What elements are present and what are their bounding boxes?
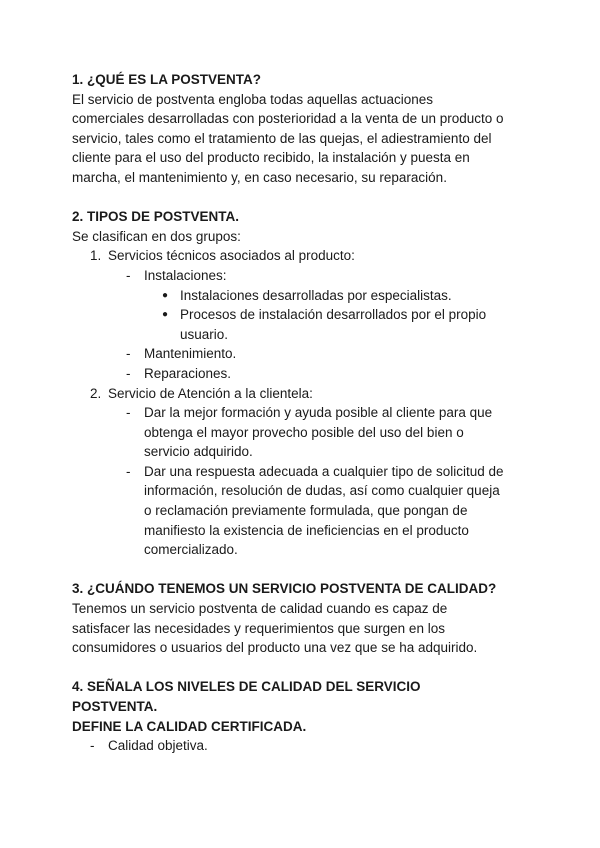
list-number: 1. (90, 248, 102, 264)
dash-marker: - (126, 267, 131, 283)
list-item (72, 736, 532, 756)
list-item (72, 305, 532, 344)
list-item (72, 384, 532, 404)
list-item-line: Dar la mejor formación y ayuda posible al cliente para que (144, 405, 493, 421)
list-item-text (72, 462, 532, 560)
list-item-line: o reclamación previamente formulada, que pongan de (144, 503, 468, 519)
list-number: 2. (90, 385, 102, 401)
section-1-body (72, 90, 532, 188)
list-item-line: Dar una respuesta adecuada a cualquier tipo de solicitud de (144, 463, 504, 479)
list-item-line: información, resolución de dudas, así como cualquier queja (144, 483, 500, 499)
list-item (72, 266, 532, 286)
list-item-line: comercializado. (144, 542, 238, 558)
section-3-body (72, 599, 532, 658)
section-2-intro: Se clasifican en dos grupos: (72, 228, 241, 244)
list-item (72, 364, 532, 384)
body-line: comerciales desarrolladas con posterioridad a la venta de un producto o (72, 111, 504, 127)
body-line: marcha, el mantenimiento y, en caso necesario, su reparación. (72, 169, 447, 185)
list-item-text: Instalaciones desarrolladas por especialistas. (180, 287, 452, 303)
list-item-line: usuario. (180, 326, 229, 342)
list-item-line: servicio adquirido. (144, 444, 253, 460)
body-line: satisfacer las necesidades y requerimientos que surgen en los (72, 620, 445, 636)
list-item-text: Mantenimiento. (144, 346, 237, 362)
list-item-text: Servicio de Atención a la clientela: (108, 385, 313, 401)
section-2-heading: 2. TIPOS DE POSTVENTA. (72, 209, 240, 225)
body-line: El servicio de postventa engloba todas aquellas actuaciones (72, 91, 433, 107)
section-4-heading: 4. SEÑALA LOS NIVELES DE CALIDAD DEL SERVICIO (72, 679, 421, 695)
section-4-heading: POSTVENTA. (72, 699, 158, 714)
section-1-heading: 1. ¿QUÉ ES LA POSTVENTA? (72, 72, 262, 87)
bullet-icon: ● (162, 309, 169, 321)
list-item-line: Procesos de instalación desarrollados por el propio (180, 307, 487, 323)
dash-marker: - (126, 346, 131, 362)
list-item-text (72, 305, 532, 344)
list-item (72, 344, 532, 364)
list-item (72, 246, 532, 266)
body-line: Tenemos un servicio postventa de calidad cuando es capaz de (72, 601, 448, 617)
dash-marker: - (90, 738, 95, 754)
list-item-text: Instalaciones: (144, 267, 227, 283)
dash-marker: - (126, 365, 131, 381)
dash-marker: - (126, 405, 131, 421)
list-item (72, 286, 532, 306)
document-page (72, 70, 532, 756)
body-line: servicio, tales como el tratamiento de las quejas, el adiestramiento del (72, 130, 492, 146)
list-item (72, 403, 532, 462)
list-item-text: Servicios técnicos asociados al producto: (108, 248, 355, 264)
dash-marker: - (126, 463, 131, 479)
list-item-text: Calidad objetiva. (108, 738, 208, 754)
list-item (72, 462, 532, 560)
bullet-icon: ● (162, 289, 169, 301)
body-line: consumidores o usuarios del producto una vez que se ha adquirido. (72, 640, 478, 656)
body-line: cliente para el uso del producto recibido, la instalación y puesta en (72, 150, 470, 166)
list-item-line: obtenga el mayor provecho posible del uso del bien o (144, 424, 464, 440)
list-item-line: manifiesto la existencia de ineficiencias en el producto (144, 522, 469, 538)
section-4-subheading: DEFINE LA CALIDAD CERTIFICADA. (72, 718, 307, 734)
list-item-text: Reparaciones. (144, 365, 232, 381)
section-3-heading: 3. ¿CUÁNDO TENEMOS UN SERVICIO POSTVENTA DE CALIDAD? (72, 581, 497, 597)
list-item-text (72, 403, 532, 462)
